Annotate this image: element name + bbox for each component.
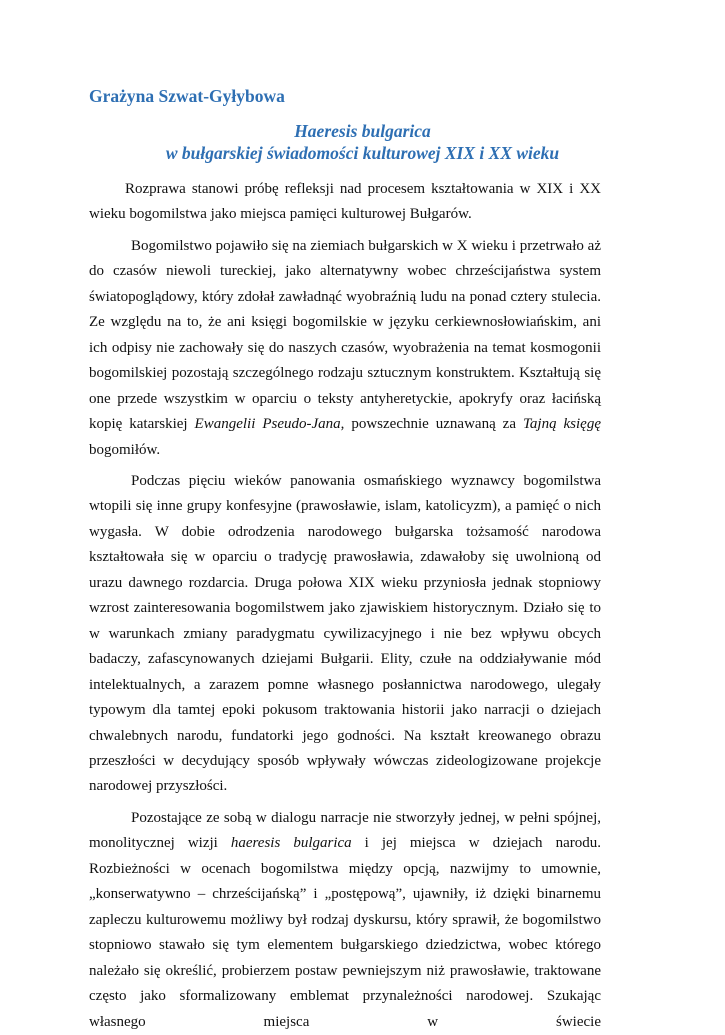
article-body	[89, 177, 601, 1035]
paragraph-4-italic-term: haeresis bulgarica	[230, 835, 352, 852]
paragraph-2-text-c: , powszechnie uznawaną za	[340, 416, 523, 433]
title-line-2: w bułgarskiej świadomości kulturowej XIX i XX wieku	[165, 143, 560, 163]
paragraph-3: Podczas pięciu wieków panowania osmańskiego wyznawcy bogomilstwa wtopili się inne grupy konfesyjne (prawosławie, islam, katolicyzm), a pamięć o nich wygasła. W dobie odrodzenia narodowego bułgarska tożsamość narodowa kształtowała się w oparciu o tradycję prawosławia, zdawałoby się uwolnioną od urazu dawnego rozdarcia. Druga połowa XIX wieku przyniosła jednak stopniowy wzrost zainteresowania bogomilstwem jako zjawiskiem historycznym. Działo się to w warunkach zmiany paradygmatu cywilizacyjnego i nie bez wpływu obcych badaczy, zafascynowanych dziejami Bułgarii. Elity, czułe na oddziaływanie mód intelektualnych, a zarazem pomne własnego posłannictwa narodowego, ulegały typowym dla tamtej epoki pokusom traktowania historii jako narracji o dziejach chwalebnych narodu, fundatorki jego godności. Na kształt kreowanego obrazu przeszłości w decydujący sposób wpływały wówczas zideologizowane projekcje narodowej przyszłości.	[89, 472, 601, 795]
paragraph-4	[89, 806, 601, 1035]
paragraph-2-italic-title-2: Tajną księgę	[522, 416, 601, 433]
paragraph-2-italic-title-1: Ewangelii Pseudo-Jana	[194, 416, 341, 433]
paragraph-4-text-a: Pozostające ze sobą w dialogu narracje nie stworzyły jednej, w pełni spójnej, monolitycznej wizji	[89, 809, 601, 852]
paragraph-2-text-a: Bogomilstwo pojawiło się na ziemiach bułgarskich w X wieku i przetrwało aż do czasów niewoli tureckiej, jako alternatywny wobec chrześcijaństwa system światopoglądowy, który zdołał zawładnąć wyobraźnią ludu na ponad cztery stulecia. Ze względu na to, że ani księgi bogomilskie w języku cerkiewnosłowiańskim, ani ich odpisy nie zachowały się do naszych czasów, wyobrażenia na temat kosmogonii bogomilskiej pozostają szczególnego rodzaju sztucznym konstruktem. Kształtują się one przede wszystkim w oparciu o teksty antyheretyckie, apokryfy oraz łacińską kopię katarskiej	[89, 237, 601, 433]
paragraph-1: Rozprawa stanowi próbę refleksji nad procesem kształtowania w XIX i XX wieku bogomilstwa jako miejsca pamięci kulturowej Bułgarów.	[89, 181, 601, 223]
author-name: Grażyna Szwat-Gyłybowa	[89, 86, 285, 106]
title-line-1: Haeresis bulgarica	[294, 121, 431, 141]
paragraph-4-text-c: i jej miejsca w dziejach narodu. Rozbieżności w ocenach bogomilstwa między opcją, nazwijmy to umownie, „konserwatywno – chrześcijańską” i „postępową”, ujawniły, iż dzięki binarnemu zapleczu kulturowemu możliwy był rodzaj dyskursu, który sprawił, że bogomilstwo stopniowo stawało się tym elementem bułgarskiego dziedzictwa, wobec którego należało się określić, probierzem postaw pewniejszym niż prawosławie, traktowane często jako sformalizowany emblemat przynależności narodowej. Szukając własnego miejsca w świecie	[89, 835, 601, 1030]
paragraph-2	[89, 234, 601, 463]
paragraph-2-text-e: bogomiłów.	[89, 441, 161, 458]
